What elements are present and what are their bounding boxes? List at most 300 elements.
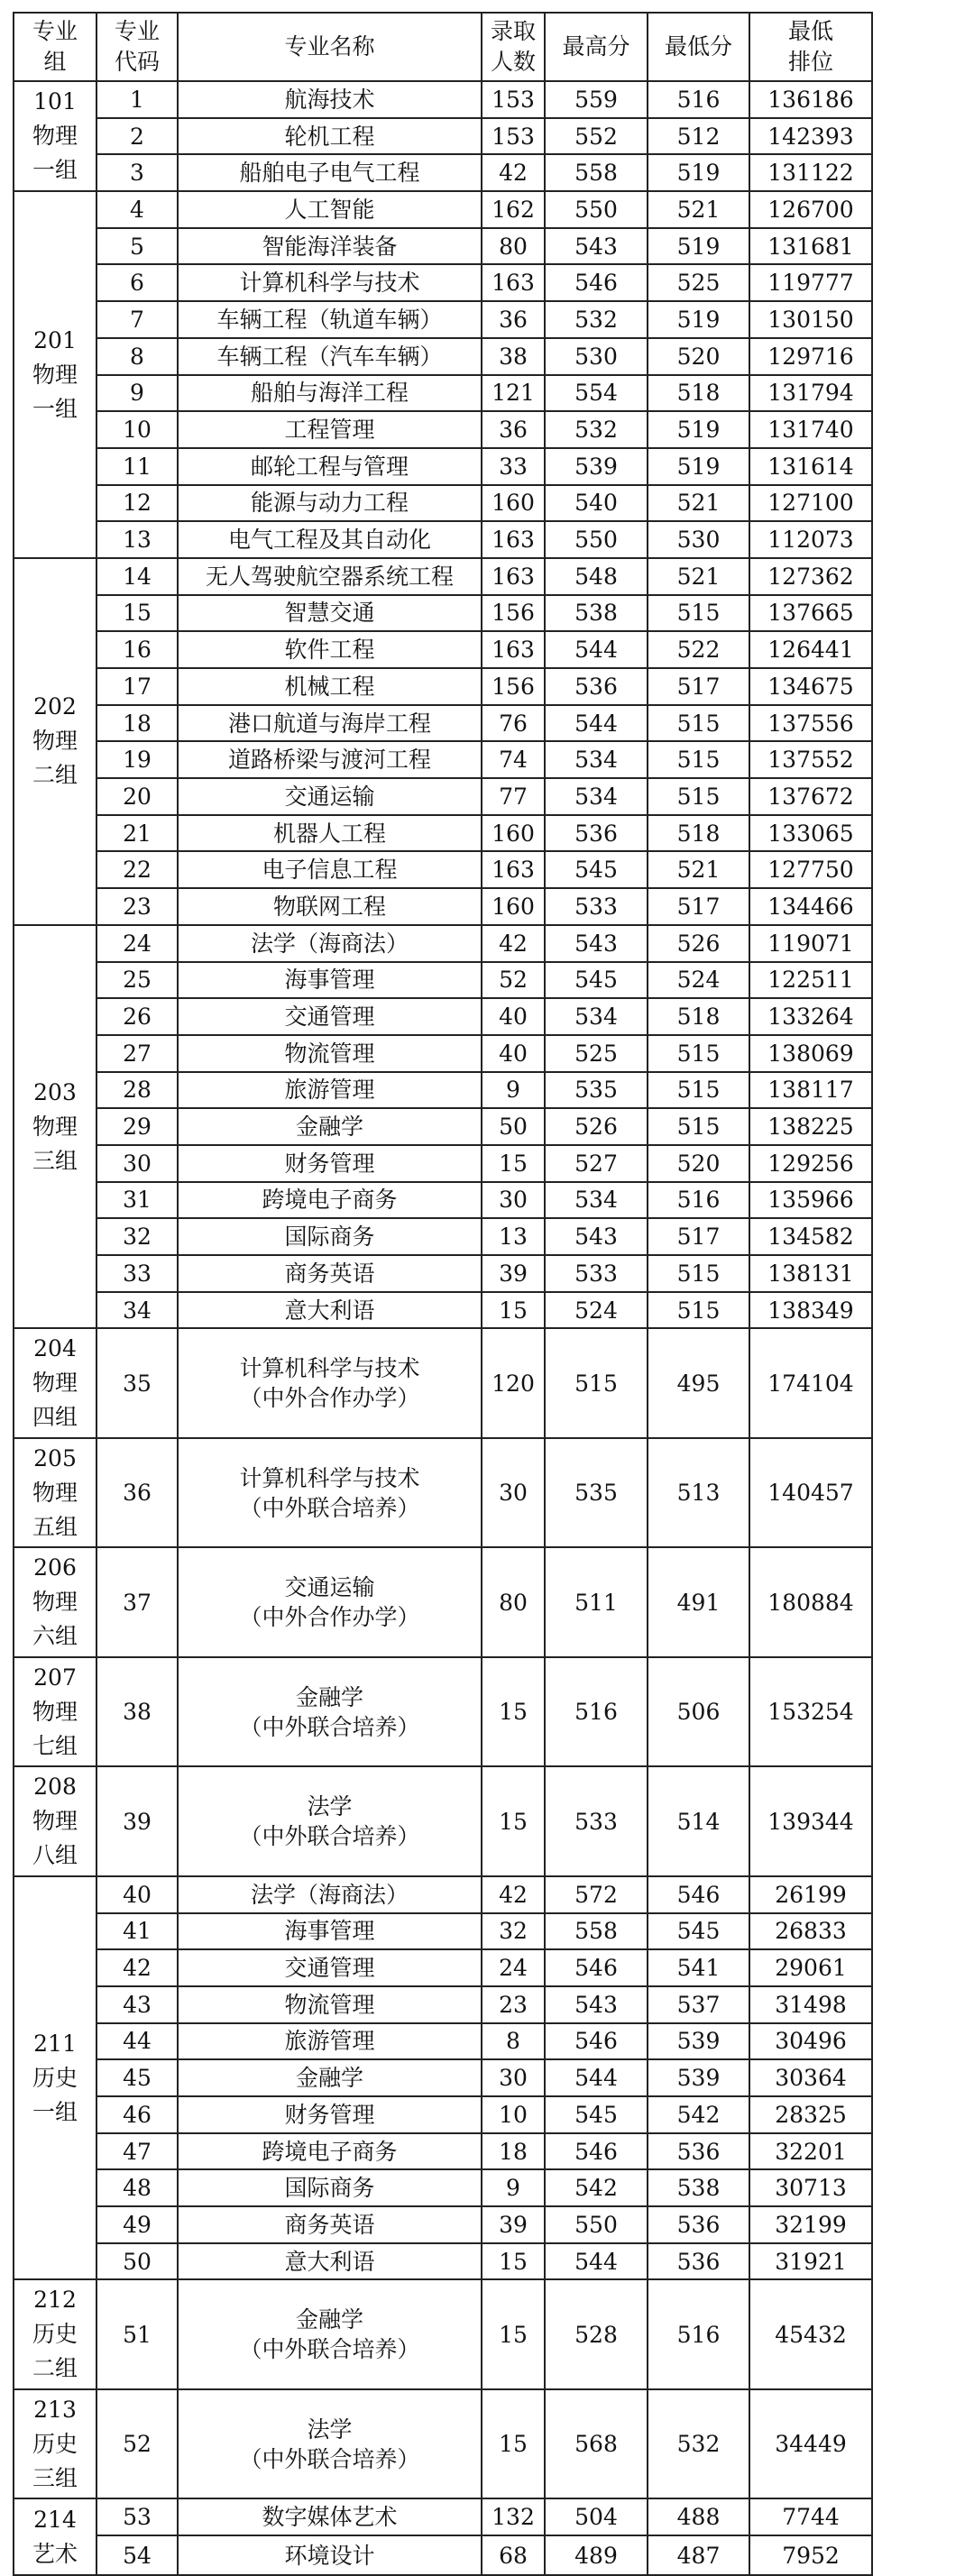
name-cell [178,1913,482,1950]
major-name-line: 物流管理 [284,1991,375,2018]
major-name-line: 法学 [307,2416,353,2443]
admitted-cell: 42 [482,925,545,962]
table-row [14,2206,872,2243]
code-cell: 43 [96,1986,178,2023]
code-cell: 13 [96,521,178,558]
rank-cell: 131794 [749,375,872,412]
max-cell: 534 [545,741,648,778]
max-cell: 533 [545,1255,648,1292]
name-cell [178,228,482,265]
code-cell: 47 [96,2133,178,2170]
min-cell: 515 [648,1072,749,1109]
group-cell [14,1657,96,1767]
max-cell: 526 [545,1108,648,1145]
major-name-line: 国际商务 [284,2175,375,2202]
code-cell: 36 [96,1438,178,1548]
admitted-cell: 39 [482,2206,545,2243]
rank-cell: 138349 [749,1292,872,1329]
max-cell: 534 [545,998,648,1035]
major-name-line: 法学（海商法） [250,930,409,957]
major-name-line: 法学（海商法） [250,1881,409,1908]
major-name-line: 船舶电子电气工程 [239,160,420,187]
code-cell: 53 [96,2498,178,2535]
min-cell: 530 [648,521,749,558]
admitted-cell: 162 [482,191,545,228]
admitted-cell: 160 [482,815,545,852]
major-name-line: 电子信息工程 [262,857,398,884]
major-name-line: 交通管理 [284,1955,375,1982]
group-label-line: 物理 [32,1589,78,1616]
admitted-cell: 52 [482,962,545,999]
rank-cell: 129256 [749,1145,872,1182]
min-cell: 515 [648,595,749,632]
name-cell [178,1035,482,1072]
header-admitted: 录取 人数 [482,13,545,81]
min-cell: 521 [648,558,749,595]
max-cell: 544 [545,631,648,668]
min-cell: 521 [648,191,749,228]
group-label-line: 211 [33,2030,77,2057]
group-label-line: 208 [33,1774,77,1801]
rank-cell: 119777 [749,264,872,301]
rank-cell: 119071 [749,925,872,962]
group-cell [14,2279,96,2389]
major-name-line: 旅游管理 [284,1077,375,1104]
admitted-cell: 156 [482,595,545,632]
code-cell: 19 [96,741,178,778]
admitted-cell: 24 [482,1949,545,1986]
max-cell: 550 [545,2206,648,2243]
name-cell [178,778,482,815]
admitted-cell: 80 [482,228,545,265]
group-label-line: 212 [33,2287,77,2314]
major-name-line: 意大利语 [284,1297,375,1324]
name-cell [178,2169,482,2206]
max-cell: 516 [545,1657,648,1767]
admitted-cell: 10 [482,2096,545,2133]
max-cell: 542 [545,2169,648,2206]
major-name-line: （中外合作办学） [239,1604,420,1631]
group-cell [14,1438,96,1548]
admitted-cell: 160 [482,888,545,925]
table-row [14,778,872,815]
code-cell: 6 [96,264,178,301]
group-label-line: 物理 [32,1370,78,1397]
max-cell: 545 [545,962,648,999]
admitted-cell: 15 [482,2279,545,2389]
admitted-cell: 30 [482,2059,545,2096]
major-name-line: 商务英语 [284,1260,375,1287]
name-cell [178,191,482,228]
code-cell: 48 [96,2169,178,2206]
max-cell: 525 [545,1035,648,1072]
max-cell: 528 [545,2279,648,2389]
max-cell: 489 [545,2535,648,2575]
code-cell: 15 [96,595,178,632]
major-name-line: 轮机工程 [284,123,375,150]
header-group: 专业 组 [14,13,96,81]
major-name-line: 交通管理 [284,1004,375,1031]
header-code: 专业 代码 [96,13,178,81]
code-cell: 46 [96,2096,178,2133]
min-cell: 513 [648,1438,749,1548]
name-cell [178,1072,482,1109]
name-cell [178,631,482,668]
max-cell: 544 [545,705,648,742]
rank-cell: 137552 [749,741,872,778]
rank-cell: 7952 [749,2535,872,2575]
rank-cell: 7744 [749,2498,872,2535]
group-label-line: 历史 [32,2321,78,2348]
group-label-line: 二组 [32,762,78,789]
header-name: 专业名称 [178,13,482,81]
name-cell [178,1218,482,1255]
rank-cell: 137556 [749,705,872,742]
max-cell: 559 [545,81,648,118]
table-row [14,264,872,301]
code-cell: 10 [96,411,178,448]
group-label-line: 205 [33,1444,77,1471]
max-cell: 533 [545,1766,648,1876]
admitted-cell: 33 [482,448,545,485]
name-cell [178,1766,482,1876]
group-label-line: 历史 [32,2064,78,2091]
major-name-line: 法学 [307,1793,353,1820]
admitted-cell: 13 [482,1218,545,1255]
rank-cell: 140457 [749,1438,872,1548]
table-row [14,228,872,265]
code-cell: 39 [96,1766,178,1876]
admitted-cell: 77 [482,778,545,815]
group-label-line: 八组 [32,1842,78,1869]
group-cell [14,2498,96,2575]
major-name-line: 国际商务 [284,1224,375,1251]
name-cell [178,815,482,852]
admitted-cell: 163 [482,631,545,668]
table-row [14,631,872,668]
table-row [14,1182,872,1219]
rank-cell: 138069 [749,1035,872,1072]
name-cell [178,1657,482,1767]
admitted-cell: 160 [482,485,545,522]
admitted-cell: 15 [482,1766,545,1876]
code-cell: 9 [96,375,178,412]
major-name-line: 意大利语 [284,2248,375,2275]
major-name-line: （中外联合培养） [239,2336,420,2363]
max-cell: 546 [545,2023,648,2060]
rank-cell: 137665 [749,595,872,632]
rank-cell: 142393 [749,118,872,155]
admitted-cell: 38 [482,338,545,375]
group-label-line: 物理 [32,1698,78,1725]
name-cell [178,558,482,595]
code-cell: 23 [96,888,178,925]
code-cell: 33 [96,1255,178,1292]
code-cell: 30 [96,1145,178,1182]
rank-cell: 122511 [749,962,872,999]
admitted-cell: 36 [482,301,545,338]
code-cell: 40 [96,1876,178,1913]
major-name-line: （中外联合培养） [239,1823,420,1850]
max-cell: 544 [545,2243,648,2280]
major-name-line: 车辆工程（轨道车辆） [216,306,443,333]
max-cell: 511 [545,1547,648,1657]
min-cell: 515 [648,1108,749,1145]
name-cell [178,668,482,705]
table-row [14,2498,872,2535]
min-cell: 487 [648,2535,749,2575]
max-cell: 545 [545,2096,648,2133]
table-row [14,154,872,191]
admitted-cell: 156 [482,668,545,705]
min-cell: 517 [648,668,749,705]
group-label-line: 203 [33,1078,77,1105]
admitted-cell: 163 [482,521,545,558]
table-row [14,1035,872,1072]
table-row [14,2535,872,2575]
table-row [14,191,872,228]
rank-cell: 131681 [749,228,872,265]
code-cell: 17 [96,668,178,705]
name-cell [178,1108,482,1145]
name-cell [178,264,482,301]
table-row [14,595,872,632]
max-cell: 550 [545,191,648,228]
rank-cell: 134466 [749,888,872,925]
major-name-line: 交通运输 [284,1574,375,1601]
major-name-line: （中外合作办学） [239,1385,420,1412]
max-cell: 546 [545,2133,648,2170]
rank-cell: 130150 [749,301,872,338]
min-cell: 519 [648,448,749,485]
code-cell: 12 [96,485,178,522]
major-name-line: 道路桥梁与渡河工程 [227,747,431,774]
admitted-cell: 121 [482,375,545,412]
max-cell: 543 [545,228,648,265]
code-cell: 3 [96,154,178,191]
code-cell: 21 [96,815,178,852]
group-label-line: 101 [33,88,77,115]
rank-cell: 129716 [749,338,872,375]
group-label-line: 物理 [32,1808,78,1835]
min-cell: 515 [648,1292,749,1329]
name-cell [178,411,482,448]
table-row [14,1292,872,1329]
max-cell: 543 [545,1218,648,1255]
name-cell [178,301,482,338]
major-name-line: 人工智能 [284,196,375,223]
name-cell [178,1876,482,1913]
major-name-line: 计算机科学与技术 [239,270,420,297]
rank-cell: 134582 [749,1218,872,1255]
group-label-line: 207 [33,1664,77,1691]
group-label-line: 一组 [32,2098,78,2125]
min-cell: 539 [648,2059,749,2096]
major-name-line: 邮轮工程与管理 [250,453,409,480]
min-cell: 515 [648,778,749,815]
header-row [14,13,872,81]
admitted-cell: 132 [482,2498,545,2535]
rank-cell: 180884 [749,1547,872,1657]
admitted-cell: 74 [482,741,545,778]
rank-cell: 29061 [749,1949,872,1986]
table-row [14,338,872,375]
max-cell: 543 [545,925,648,962]
table-row [14,1876,872,1913]
table-body [14,81,872,2575]
rank-cell: 30713 [749,2169,872,2206]
admitted-cell: 18 [482,2133,545,2170]
name-cell [178,81,482,118]
major-name-line: 财务管理 [284,1150,375,1177]
admitted-cell: 15 [482,1292,545,1329]
group-cell [14,1876,96,2280]
min-cell: 542 [648,2096,749,2133]
table-row [14,2389,872,2499]
code-cell: 16 [96,631,178,668]
group-label-line: 物理 [32,123,78,150]
code-cell: 52 [96,2389,178,2499]
name-cell [178,1292,482,1329]
max-cell: 572 [545,1876,648,1913]
major-name-line: 计算机科学与技术 [239,1355,420,1382]
max-cell: 554 [545,375,648,412]
max-cell: 550 [545,521,648,558]
major-name-line: 智慧交通 [284,600,375,627]
table-row [14,2023,872,2060]
admission-scores-table [13,12,873,2576]
min-cell: 518 [648,815,749,852]
table-row [14,301,872,338]
code-cell: 14 [96,558,178,595]
max-cell: 568 [545,2389,648,2499]
max-cell: 539 [545,448,648,485]
min-cell: 518 [648,998,749,1035]
admitted-cell: 120 [482,1328,545,1438]
code-cell: 35 [96,1328,178,1438]
name-cell [178,118,482,155]
table-row [14,925,872,962]
major-name-line: 工程管理 [284,417,375,444]
min-cell: 541 [648,1949,749,1986]
table-row [14,1072,872,1109]
admitted-cell: 76 [482,705,545,742]
min-cell: 536 [648,2243,749,2280]
min-cell: 538 [648,2169,749,2206]
table-row [14,962,872,999]
group-cell [14,1547,96,1657]
code-cell: 25 [96,962,178,999]
table-row [14,705,872,742]
major-name-line: 海事管理 [284,1918,375,1945]
code-cell: 51 [96,2279,178,2389]
name-cell [178,2096,482,2133]
min-cell: 521 [648,485,749,522]
table-row [14,118,872,155]
name-cell [178,925,482,962]
code-cell: 27 [96,1035,178,1072]
admitted-cell: 15 [482,1657,545,1767]
min-cell: 519 [648,228,749,265]
admitted-cell: 23 [482,1986,545,2023]
major-name-line: 计算机科学与技术 [239,1464,420,1491]
admitted-cell: 9 [482,2169,545,2206]
admitted-cell: 68 [482,2535,545,2575]
name-cell [178,998,482,1035]
group-cell [14,191,96,558]
admitted-cell: 163 [482,851,545,888]
major-name-line: 船舶与海洋工程 [250,380,409,407]
rank-cell: 32201 [749,2133,872,2170]
rank-cell: 136186 [749,81,872,118]
rank-cell: 45432 [749,2279,872,2389]
admitted-cell: 30 [482,1182,545,1219]
name-cell [178,2023,482,2060]
min-cell: 514 [648,1766,749,1876]
code-cell: 45 [96,2059,178,2096]
code-cell: 49 [96,2206,178,2243]
table-row [14,1218,872,1255]
min-cell: 520 [648,1145,749,1182]
table-row [14,521,872,558]
code-cell: 28 [96,1072,178,1109]
major-name-line: 金融学 [295,1683,363,1710]
group-label-line: 201 [33,326,77,353]
min-cell: 516 [648,2279,749,2389]
header-min-score: 最低分 [648,13,749,81]
min-cell: 516 [648,81,749,118]
name-cell [178,521,482,558]
min-cell: 536 [648,2206,749,2243]
major-name-line: 智能海洋装备 [262,233,398,260]
code-cell: 42 [96,1949,178,1986]
rank-cell: 131614 [749,448,872,485]
max-cell: 558 [545,154,648,191]
major-name-line: 环境设计 [284,2542,375,2569]
table-row [14,1328,872,1438]
name-cell [178,2133,482,2170]
admission-table-container [13,12,873,2576]
header-max-score: 最高分 [545,13,648,81]
table-row [14,2169,872,2206]
admitted-cell: 80 [482,1547,545,1657]
table-row [14,1145,872,1182]
table-row [14,1657,872,1767]
table-row [14,888,872,925]
name-cell [178,338,482,375]
code-cell: 32 [96,1218,178,1255]
rank-cell: 26833 [749,1913,872,1950]
admitted-cell: 30 [482,1438,545,1548]
group-label-line: 六组 [32,1623,78,1650]
major-name-line: 金融学 [295,2065,363,2092]
major-name-line: 旅游管理 [284,2028,375,2055]
group-cell [14,558,96,925]
max-cell: 532 [545,301,648,338]
admitted-cell: 50 [482,1108,545,1145]
group-label-line: 历史 [32,2430,78,2457]
max-cell: 536 [545,815,648,852]
max-cell: 527 [545,1145,648,1182]
min-cell: 526 [648,925,749,962]
min-cell: 545 [648,1913,749,1950]
name-cell [178,485,482,522]
name-cell [178,962,482,999]
rank-cell: 127750 [749,851,872,888]
max-cell: 545 [545,851,648,888]
major-name-line: 海事管理 [284,967,375,994]
code-cell: 2 [96,118,178,155]
